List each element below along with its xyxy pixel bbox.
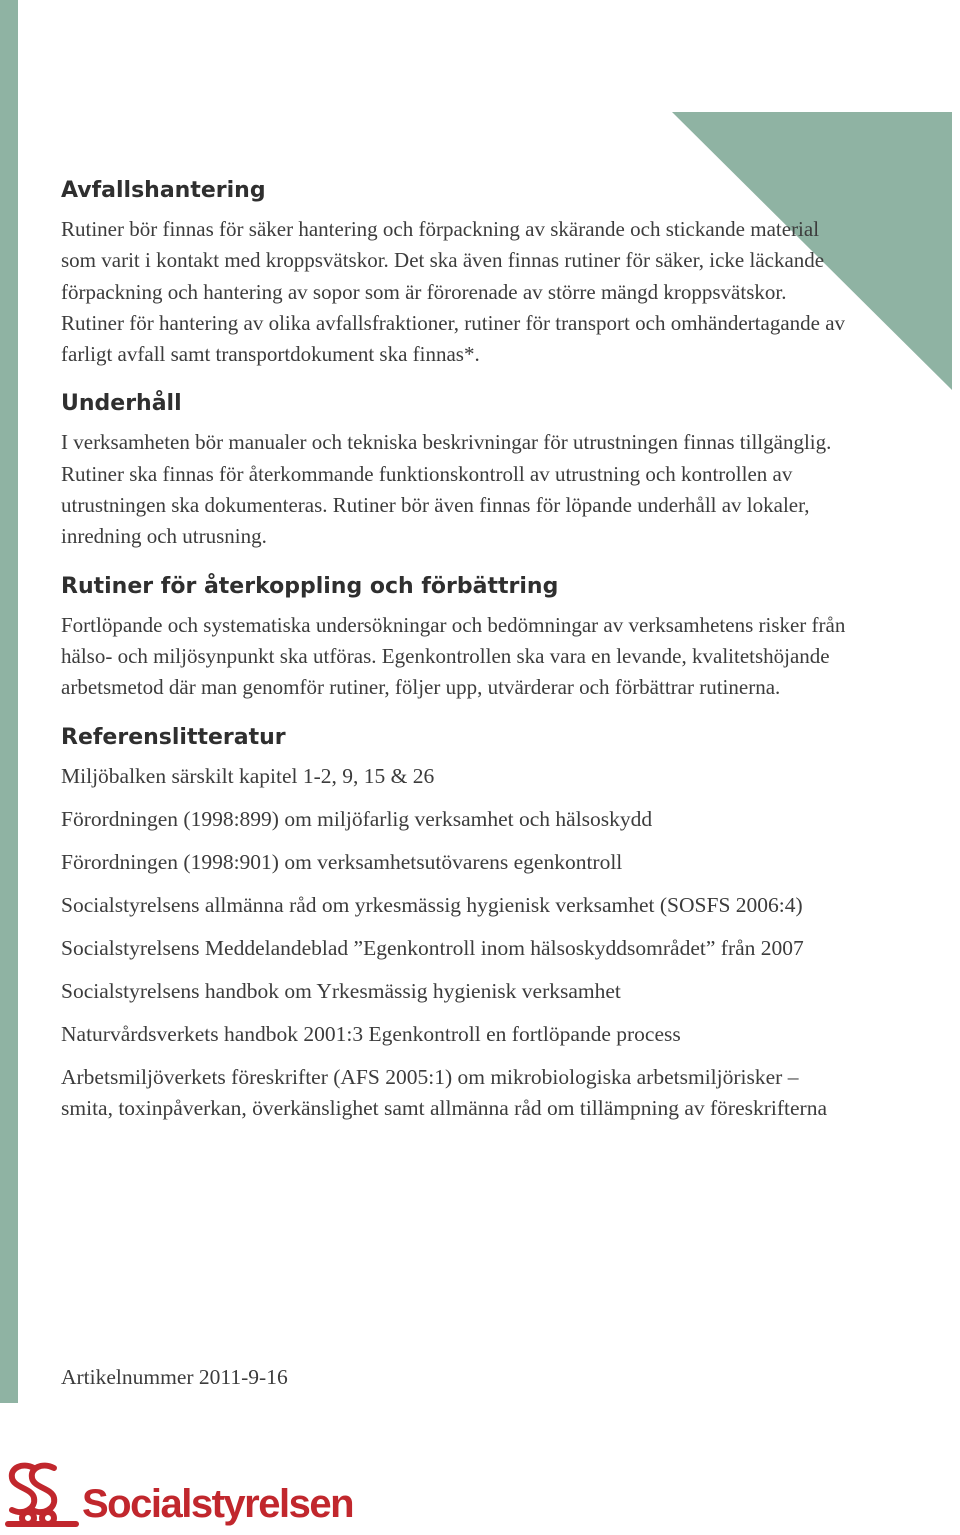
reference-item: Förordningen (1998:901) om verksamhetsutövarens egenkontroll	[61, 849, 623, 874]
reference-item: Socialstyrelsens handbok om Yrkesmässig hygienisk verksamhet	[61, 978, 621, 1003]
reference-item: Miljöbalken särskilt kapitel 1-2, 9, 15 & 26	[61, 763, 435, 788]
reference-item: Socialstyrelsens Meddelandeblad ”Egenkontroll inom hälsoskyddsområdet” från 2007	[61, 935, 804, 960]
logo-text: Socialstyrelsen	[82, 1482, 353, 1526]
reference-item: Arbetsmiljöverkets föreskrifter (AFS 2005:1) om mikrobiologiska arbetsmiljörisker – smita, toxinpåverkan, överkänslighet samt allmänna råd om tillämpning av föreskrifterna	[61, 1064, 828, 1120]
section-underhall	[61, 389, 851, 552]
main-content	[61, 176, 851, 1136]
reference-item: Förordningen (1998:899) om miljöfarlig verksamhet och hälsoskydd	[61, 806, 653, 831]
reference-list	[61, 761, 851, 1124]
references-heading: Referenslitteratur	[61, 724, 286, 750]
side-accent-bar	[0, 0, 18, 1403]
section-avfallshantering	[61, 176, 851, 370]
reference-item: Naturvårdsverkets handbok 2001:3 Egenkontroll en fortlöpande process	[61, 1021, 681, 1046]
logo-emblem-icon	[4, 1458, 80, 1528]
section-heading: Avfallshantering	[61, 178, 266, 203]
section-body: Fortlöpande och systematiska undersökningar och bedömningar av verksamhetens risker från hälso- och miljösynpunkt ska utföras. Egenkontrollen ska vara en levande, kvalitetshöjande arbetsmetod där man genomför rutiner, följer upp, utvärderar och förbättrar rutinerna.	[61, 612, 846, 700]
section-heading: Rutiner för återkoppling och förbättring	[61, 573, 559, 599]
reference-item: Socialstyrelsens allmänna råd om yrkesmässig hygienisk verksamhet (SOSFS 2006:4)	[61, 892, 803, 917]
article-number: Artikelnummer 2011-9-16	[61, 1365, 288, 1389]
section-body: I verksamheten bör manualer och tekniska beskrivningar för utrustningen finnas tillgänglig. Rutiner ska finnas för återkommande funktionskontroll av utrustning och kontrollen av utrustningen ska dokumenteras. Rutiner bör även finnas för löpande underhåll av lokaler, inredning och utrusning.	[61, 430, 832, 549]
section-aterkoppling	[61, 572, 851, 704]
socialstyrelsen-logo	[4, 1458, 353, 1528]
section-heading: Underhåll	[61, 391, 182, 417]
section-body: Rutiner bör finnas för säker hantering och förpackning av skärande och stickande material som varit i kontakt med kroppsvätskor. Det ska även finnas rutiner för säker, icke läckande förpackning och hantering av sopor som är förorenade av större mängd kroppsvätskor. Rutiner för hantering av olika avfallsfraktioner, rutiner för transport och omhändertagande av farligt avfall samt transportdokument ska finnas*.	[61, 217, 846, 367]
section-references	[61, 723, 851, 1124]
